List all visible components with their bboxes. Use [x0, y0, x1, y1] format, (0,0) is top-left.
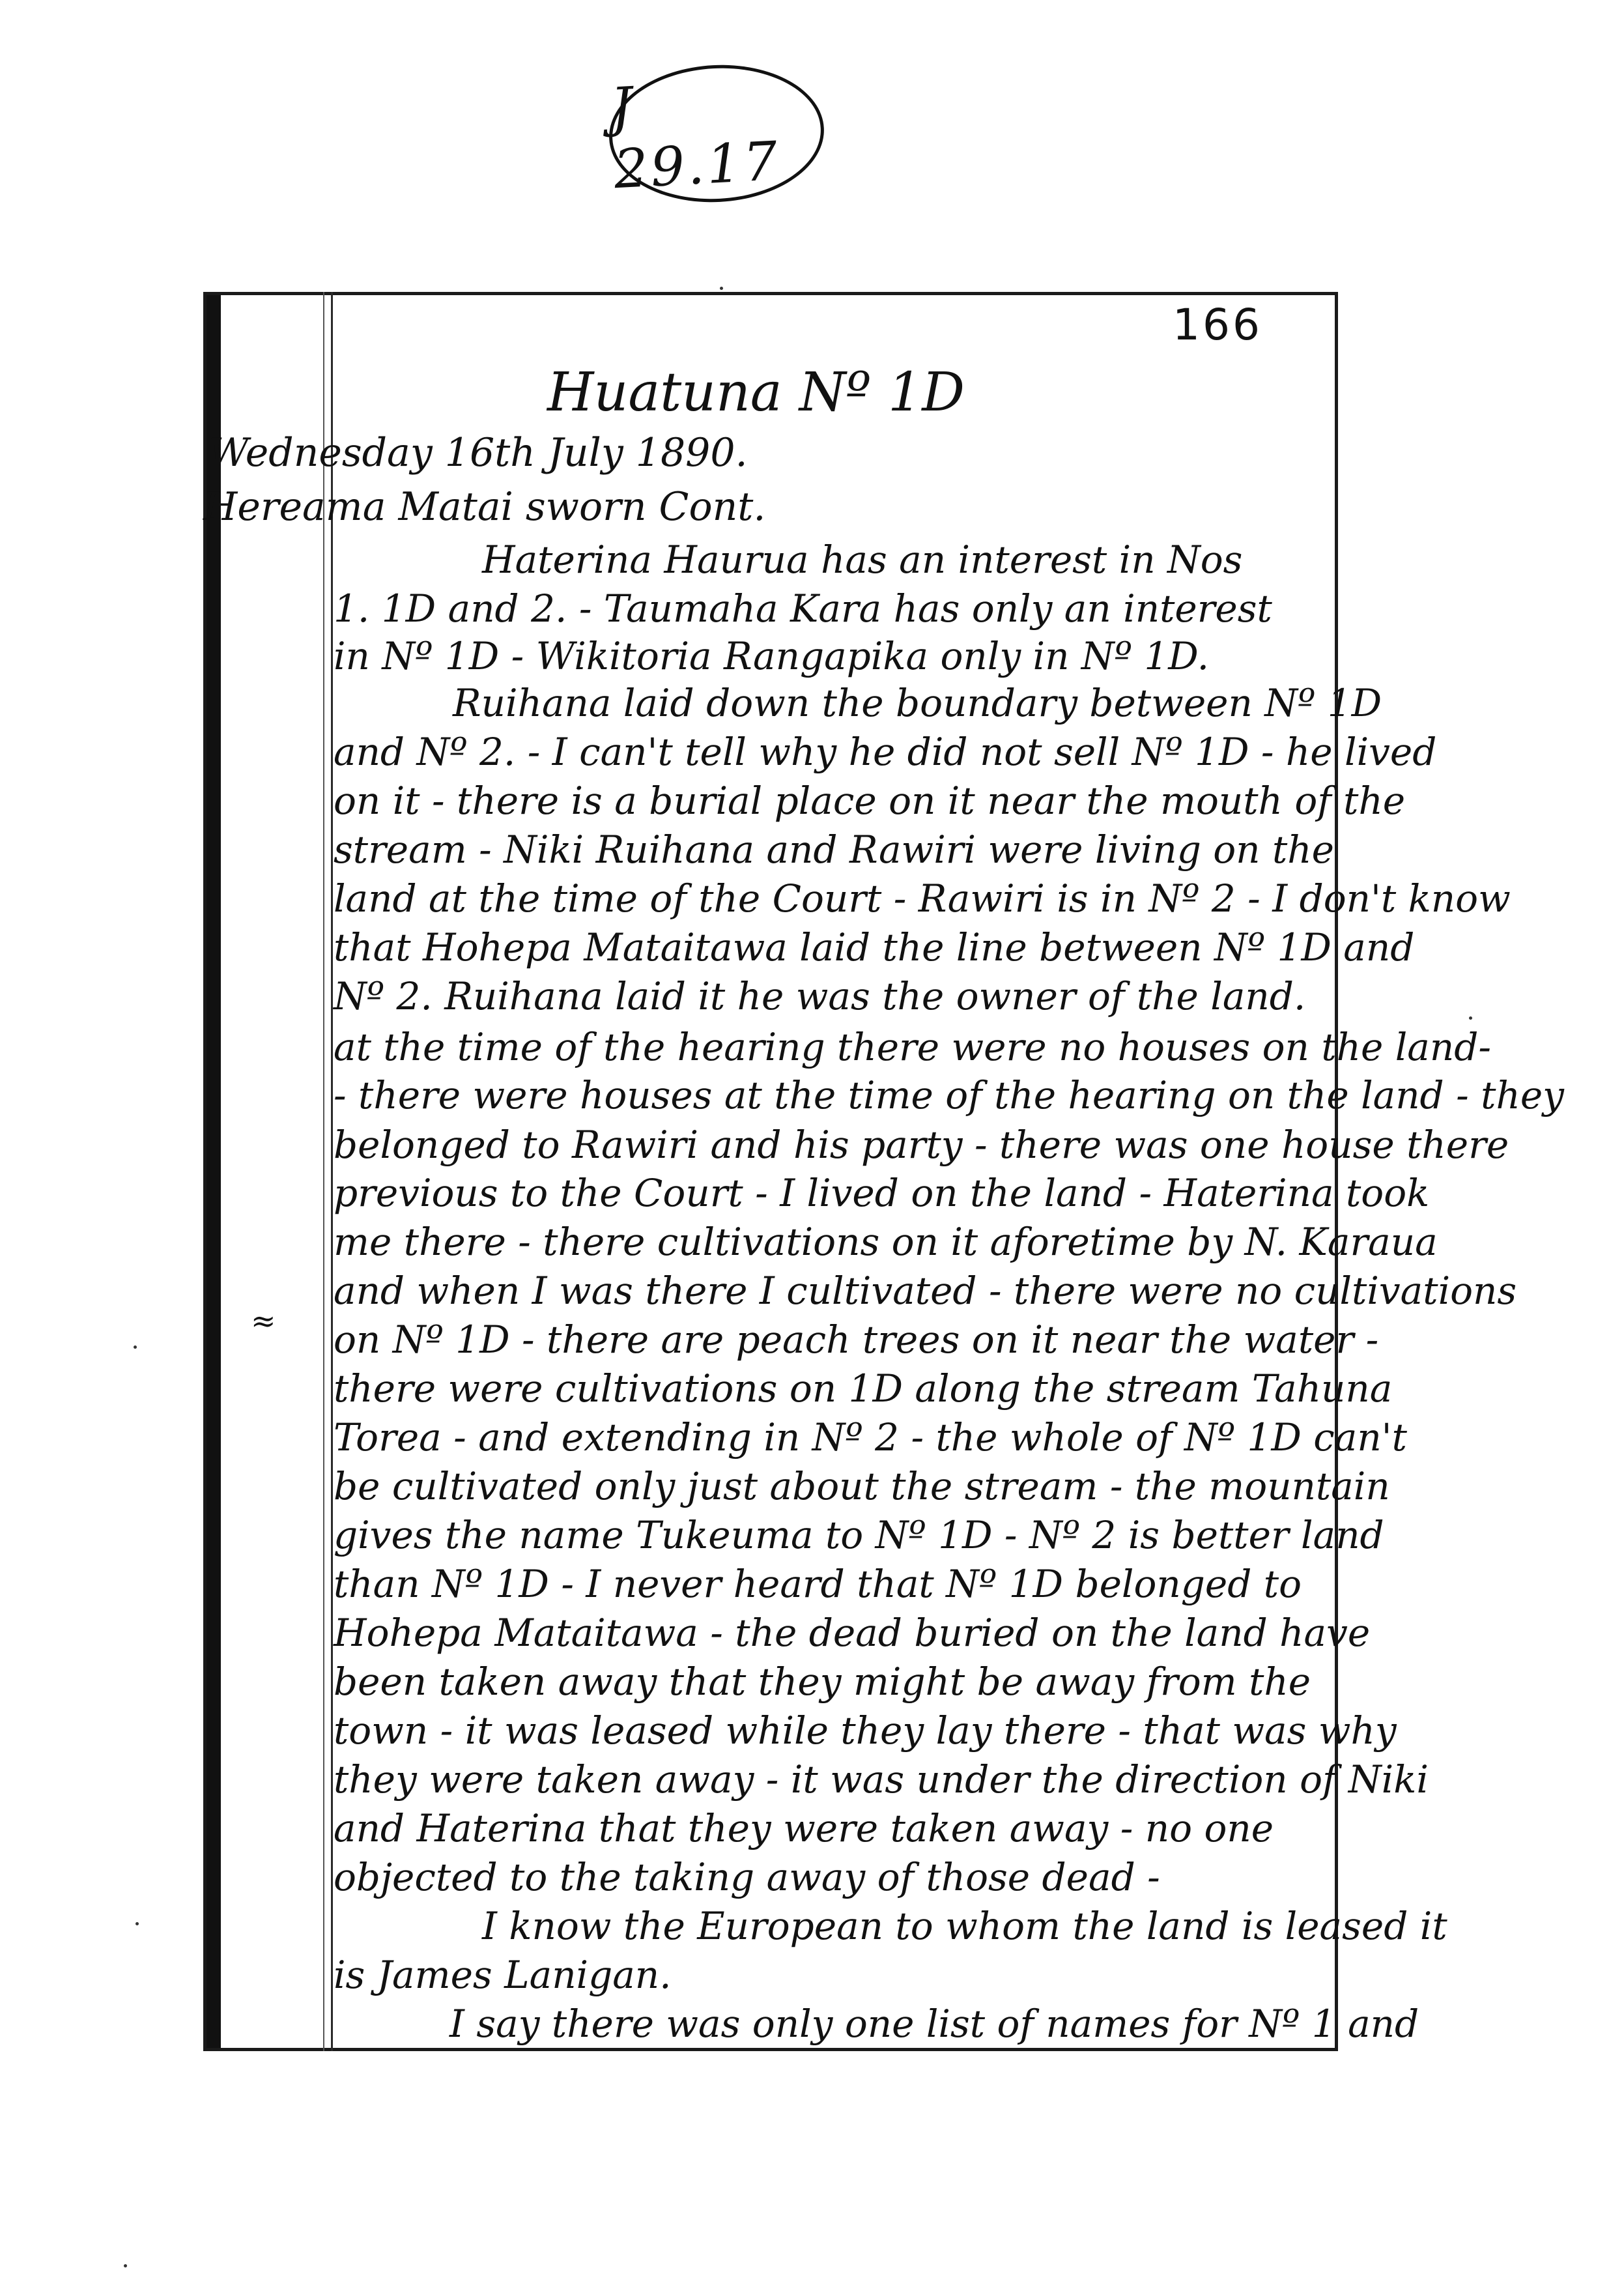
- text-line: gives the name Tukeuma to Nº 1D - Nº 2 is better land: [334, 1513, 1384, 1557]
- text-line: Torea - and extending in Nº 2 - the whole of Nº 1D can't: [334, 1415, 1407, 1460]
- page-number: 166: [1173, 300, 1262, 350]
- date-line: Wednesday 16th July 1890.: [208, 430, 748, 476]
- scan-speck: [720, 287, 723, 290]
- text-line: that Hohepa Mataitawa laid the line between Nº 1D and: [334, 925, 1415, 970]
- archive-reference-stamp: [606, 60, 828, 208]
- text-line: - there were houses at the time of the hearing on the land - they: [334, 1073, 1564, 1117]
- block-heading: Huatuna Nº 1D: [547, 362, 965, 424]
- text-line: on it - there is a burial place on it near the mouth of the: [334, 779, 1406, 823]
- text-line: at the time of the hearing there were no houses on the land-: [334, 1025, 1491, 1069]
- margin-rule: [331, 292, 333, 2051]
- margin-rule-inner: [323, 292, 324, 2051]
- text-line: is James Lanigan.: [334, 1953, 672, 1997]
- text-line: objected to the taking away of those dead -: [334, 1855, 1160, 1899]
- text-line: than Nº 1D - I never heard that Nº 1D belonged to: [334, 1562, 1302, 1606]
- text-line: town - it was leased while they lay there - that was why: [334, 1708, 1397, 1753]
- margin-tick-mark: ≈: [251, 1303, 276, 1338]
- scan-speck: [135, 1922, 139, 1925]
- text-line: Haterina Haurua has an interest in Nos: [482, 538, 1243, 582]
- scan-speck: [1469, 1016, 1472, 1020]
- scan-speck: [124, 2264, 127, 2267]
- text-line: Nº 2. Ruihana laid it he was the owner of the land.: [334, 974, 1306, 1018]
- text-line: there were cultivations on 1D along the stream Tahuna: [334, 1366, 1393, 1411]
- text-line: be cultivated only just about the stream - the mountain: [334, 1464, 1390, 1508]
- text-line: and Nº 2. - I can't tell why he did not sell Nº 1D - he lived: [334, 730, 1437, 774]
- text-line: I know the European to whom the land is leased it: [482, 1904, 1447, 1948]
- text-line: and Haterina that they were taken away - no one: [334, 1806, 1274, 1850]
- text-line: they were taken away - it was under the direction of Niki: [334, 1757, 1429, 1802]
- text-line: I say there was only one list of names for Nº 1 and: [449, 2002, 1419, 2046]
- text-line: me there - there cultivations on it aforetime by N. Karaua: [334, 1220, 1438, 1264]
- text-line: 1. 1D and 2. - Taumaha Kara has only an interest: [334, 586, 1272, 631]
- stamp-text: J 29.17: [609, 76, 782, 201]
- text-line: on Nº 1D - there are peach trees on it near the water -: [334, 1317, 1379, 1362]
- text-line: Ruihana laid down the boundary between Nº 1D: [453, 681, 1382, 725]
- text-line: land at the time of the Court - Rawiri is in Nº 2 - I don't know: [334, 876, 1511, 921]
- witness-line: Hereama Matai sworn Cont.: [203, 484, 766, 530]
- text-line: in Nº 1D - Wikitoria Rangapika only in Nº 1D.: [334, 634, 1210, 678]
- text-line: Hohepa Mataitawa - the dead buried on the land have: [334, 1611, 1371, 1655]
- text-line: belonged to Rawiri and his party - there was one house there: [334, 1123, 1509, 1167]
- scan-speck: [134, 1345, 137, 1349]
- text-line: and when I was there I cultivated - there were no cultivations: [334, 1269, 1517, 1313]
- text-line: previous to the Court - I lived on the land - Haterina took: [334, 1171, 1430, 1215]
- text-line: been taken away that they might be away from the: [334, 1660, 1311, 1704]
- text-line: stream - Niki Ruihana and Rawiri were living on the: [334, 827, 1334, 872]
- ledger-binding-edge: [207, 295, 221, 2048]
